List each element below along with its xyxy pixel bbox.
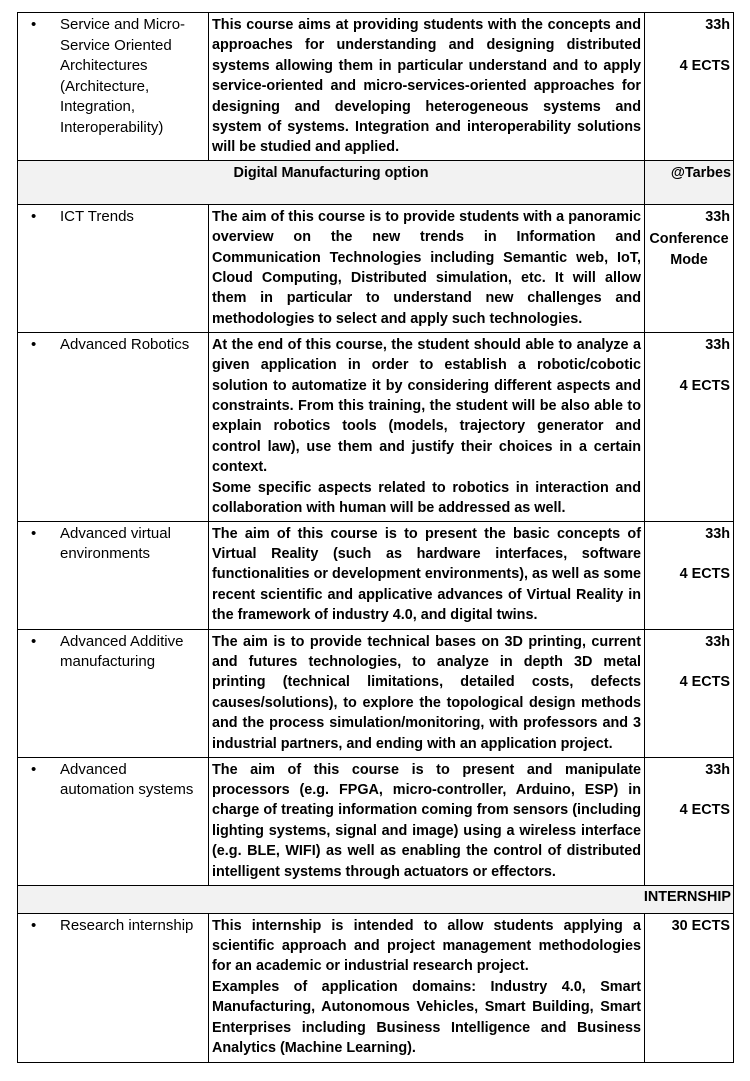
course-description: This course aims at providing students with the concepts and approaches for understanding and designing distributed systems allowing them in particular understand and to apply service-oriented and micro-services-oriented approaches for designing and developing heterogeneous systems and system of systems. Integration and interoperability solutions will be studied and applied. [212, 17, 641, 156]
course-name-cell [18, 332, 209, 521]
bullet-icon: • [31, 760, 37, 778]
course-name: Advanced Robotics [60, 335, 190, 353]
section-header-row [18, 885, 734, 913]
course-volume-cell [645, 521, 734, 629]
course-description: The aim is to provide technical bases on 3D printing, current and futures technologies, to analyze in depth 3D metal printing (technical limitations, detailed costs, defects causes/solutions), to explore the topological design methods and the process simulation/monitoring, with professors and 3 industrial partners, and ending with an application project. [212, 633, 641, 752]
bullet-icon: • [31, 632, 37, 650]
bullet-icon: • [31, 524, 37, 542]
course-name-cell [18, 629, 209, 757]
course-description-cell [209, 521, 645, 629]
course-volume-cell [645, 332, 734, 521]
curriculum-table [17, 12, 734, 1063]
course-description: This internship is intended to allow students applying a scientific approach and project management methodologies for an academic or industrial research project. [212, 917, 641, 975]
course-name: Advanced Additive manufacturing [60, 632, 184, 670]
course-volume-cell [645, 913, 734, 1062]
bullet-icon: • [31, 207, 37, 225]
course-hours: 33h [705, 17, 730, 33]
bullet-icon: • [31, 16, 37, 33]
table-row [18, 204, 734, 332]
course-description-cell [209, 332, 645, 521]
section-site: @Tarbes [645, 160, 734, 204]
course-description-cell [209, 913, 645, 1062]
course-hours: 33h [705, 633, 730, 650]
course-name-cell [18, 204, 209, 332]
course-name-cell [18, 521, 209, 629]
table-row [18, 629, 734, 757]
course-name: Advanced virtual environments [60, 524, 171, 562]
course-description-cell [209, 757, 645, 885]
course-ects: 4 ECTS [679, 377, 730, 394]
course-description: The aim of this course is to provide students with a panoramic overview on the new trends in Information and Communication Technologies including Semantic web, IoT, Cloud Computing, Distributed simulation, etc. It will allow them in particular to understand new challenges and methodologies to select and apply such technologies. [212, 208, 641, 327]
course-description-cell [209, 13, 645, 161]
course-description-cell [209, 204, 645, 332]
course-ects: 30 ECTS [671, 917, 730, 934]
course-hours: 33h [705, 336, 730, 353]
course-name: Advanced automation systems [60, 760, 194, 798]
table-row [18, 332, 734, 521]
course-volume-cell [645, 204, 734, 332]
course-name: Research internship [60, 916, 194, 934]
course-hours: 33h [705, 761, 730, 778]
table-row [18, 13, 734, 161]
section-title: INTERNSHIP [18, 885, 734, 913]
course-description: The aim of this course is to present the basic concepts of Virtual Reality (such as hardware interfaces, software functionalities or development environments), as well as some recent scientific and applicative advances of Virtual Reality in the framework of industry 4.0, and digital twins. [212, 525, 641, 624]
course-description-extra: Some specific aspects related to robotics in interaction and collaboration with human will be addressed as well. [212, 479, 641, 517]
course-name: Service and Micro-Service Oriented Architectures (Architecture, Integration, Interoperability) [60, 16, 186, 136]
table-row [18, 521, 734, 629]
section-title: Digital Manufacturing option [18, 160, 645, 204]
table-row [18, 757, 734, 885]
course-ects: 4 ECTS [679, 566, 730, 583]
table-row [18, 913, 734, 1062]
course-volume-cell [645, 629, 734, 757]
course-name: ICT Trends [60, 207, 134, 225]
course-description-cell [209, 629, 645, 757]
course-hours: 33h [705, 208, 730, 225]
course-ects: 4 ECTS [679, 674, 730, 691]
course-hours: 33h [705, 525, 730, 542]
course-description: The aim of this course is to present and manipulate processors (e.g. FPGA, micro-controller, Arduino, ESP) in charge of treating information coming from sensors (including lighting systems, signal and image) using a wireless interface (e.g. BLE, WIFI) as well as enabling the control of distributed intelligent systems through actuators or effectors. [212, 761, 641, 880]
course-volume-cell [645, 757, 734, 885]
bullet-icon: • [31, 335, 37, 353]
course-name-cell [18, 757, 209, 885]
course-name-cell [18, 913, 209, 1062]
course-volume-cell [645, 13, 734, 161]
course-mode: Conference Mode [649, 231, 729, 268]
section-header-row [18, 160, 734, 204]
course-ects: 4 ECTS [679, 57, 730, 74]
bullet-icon: • [31, 916, 37, 934]
course-description: At the end of this course, the student should able to analyze a given application in order to establish a robotic/cobotic solution to automatize it by considering different aspects and constraints. From this training, the student will be also able to explain robotics tools (models, trajectory generator and control law), use them and justify their choices in a certain context. [212, 336, 641, 476]
course-ects: 4 ECTS [679, 802, 730, 819]
course-description-extra: Examples of application domains: Industry 4.0, Smart Manufacturing, Autonomous Vehicles, Smart Building, Smart Enterprises including Business Intelligence and Business Analytics (Machine Learning). [212, 978, 641, 1056]
course-name-cell [18, 13, 209, 161]
